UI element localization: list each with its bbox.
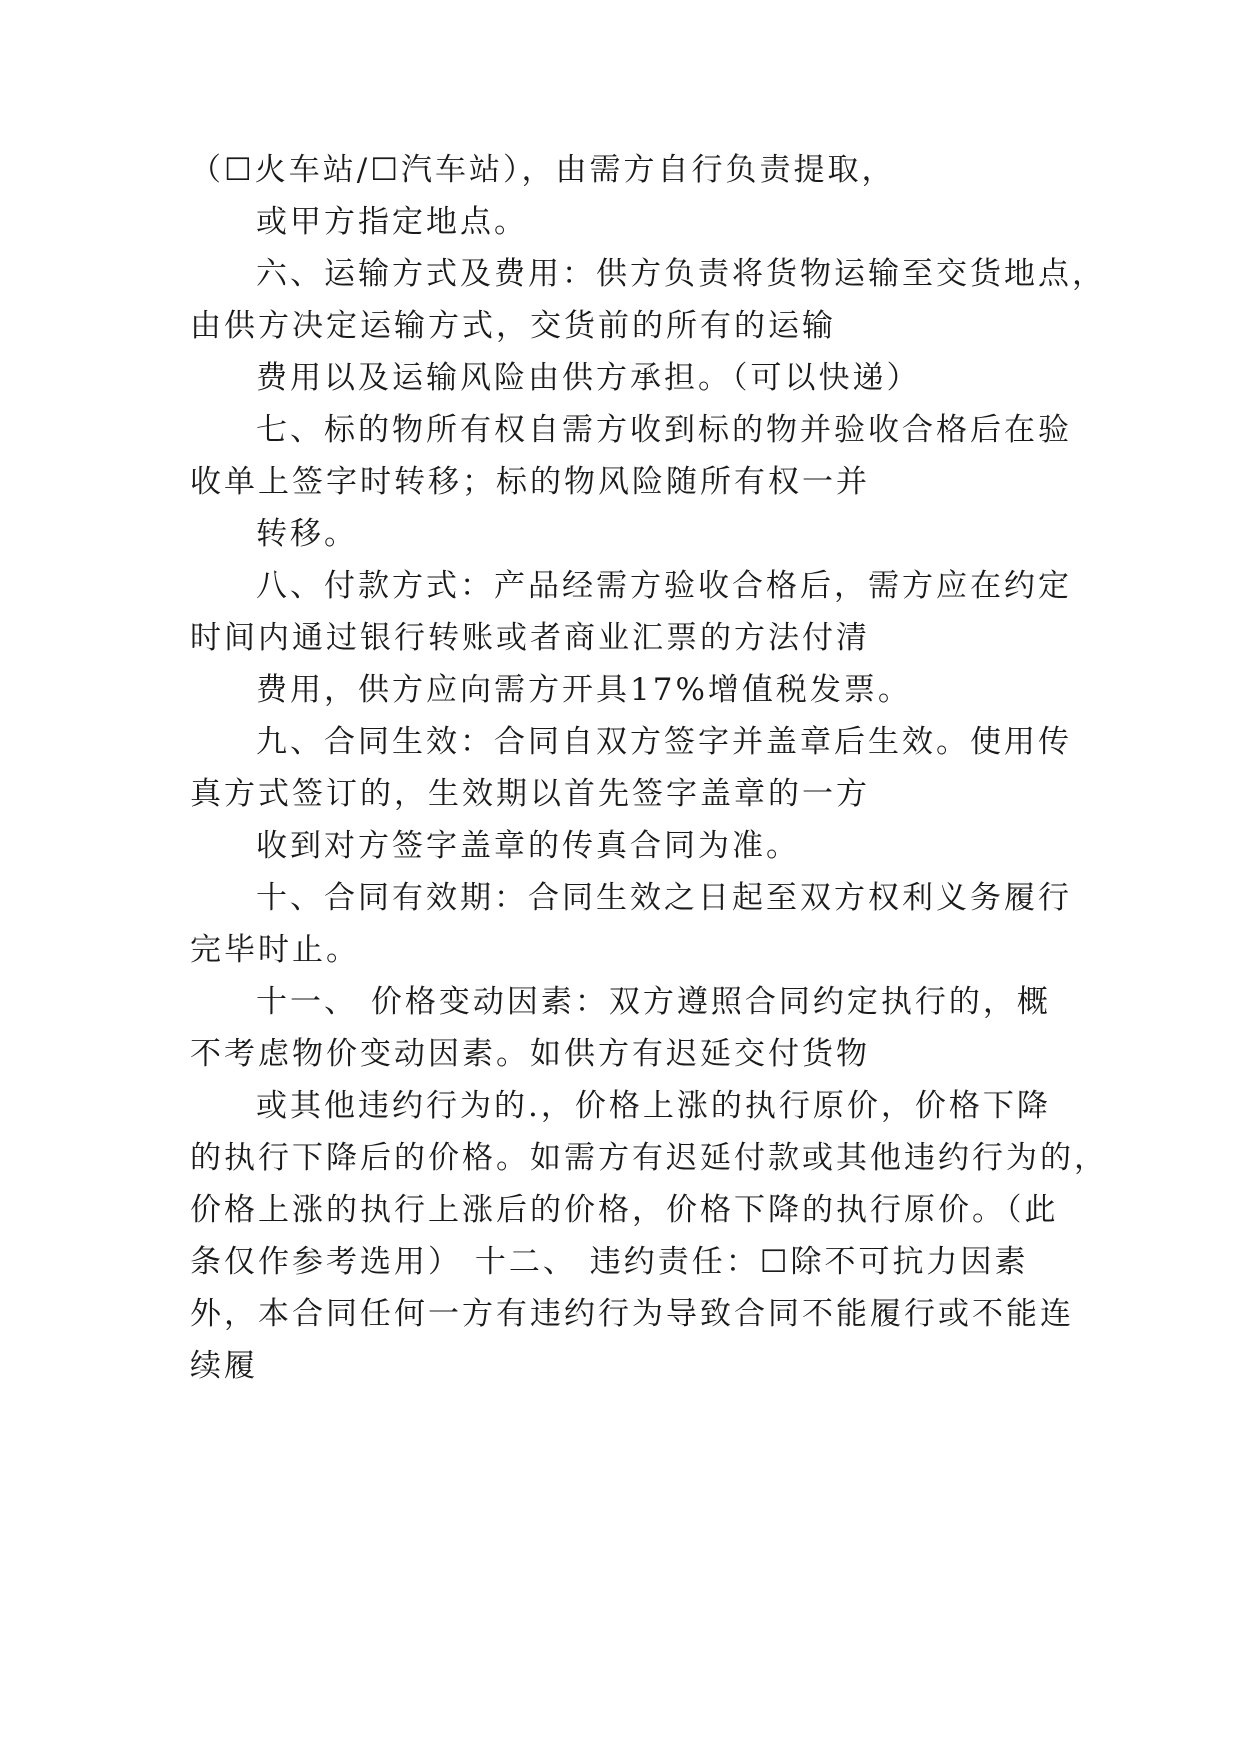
text-line: 费用以及运输风险由供方承担。（可以快递） <box>256 360 921 396</box>
text-line: 的执行下降后的价格。如需方有迟延付款或其他违约行为的， <box>190 1140 1108 1176</box>
text-line: 转移。 <box>256 516 358 552</box>
text-line: 真方式签订的，生效期以首先签字盖章的一方 <box>190 776 870 812</box>
text-line: 续履 <box>190 1348 258 1384</box>
text-line: 费用，供方应向需方开具17%增值税发票。 <box>256 672 912 708</box>
text-line: 时间内通过银行转账或者商业汇票的方法付清 <box>190 620 870 656</box>
text-line: 六、运输方式及费用：供方负责将货物运输至交货地点， <box>256 256 1106 292</box>
text-line: 价格上涨的执行上涨后的价格，价格下降的执行原价。（此 <box>190 1192 1059 1228</box>
text-line: 外，本合同任何一方有违约行为导致合同不能履行或不能连 <box>190 1296 1074 1332</box>
text-line: 完毕时止。 <box>190 932 360 968</box>
text-line: 不考虑物价变动因素。如供方有迟延交付货物 <box>190 1036 870 1072</box>
text-line: 或其他违约行为的.，价格上涨的执行原价，价格下降 <box>256 1088 1051 1124</box>
text-line: 九、合同生效：合同自双方签字并盖章后生效。使用传 <box>256 724 1072 760</box>
text-line: （☐火车站/☐汽车站），由需方自行负责提取， <box>190 152 896 188</box>
text-line: 由供方决定运输方式，交货前的所有的运输 <box>190 308 836 344</box>
text-line: 十一、 价格变动因素：双方遵照合同约定执行的，概 <box>256 984 1051 1020</box>
text-line: 七、标的物所有权自需方收到标的物并验收合格后在验 <box>256 412 1072 448</box>
text-line: 八、付款方式：产品经需方验收合格后，需方应在约定 <box>256 568 1072 604</box>
text-line: 或甲方指定地点。 <box>256 204 528 240</box>
text-line: 十、合同有效期：合同生效之日起至双方权利义务履行 <box>256 880 1072 916</box>
text-line: 条仅作参考选用） 十二、 违约责任：☐除不可抗力因素 <box>190 1244 1029 1280</box>
text-line: 收单上签字时转移；标的物风险随所有权一并 <box>190 464 870 500</box>
text-line: 收到对方签字盖章的传真合同为准。 <box>256 828 800 864</box>
